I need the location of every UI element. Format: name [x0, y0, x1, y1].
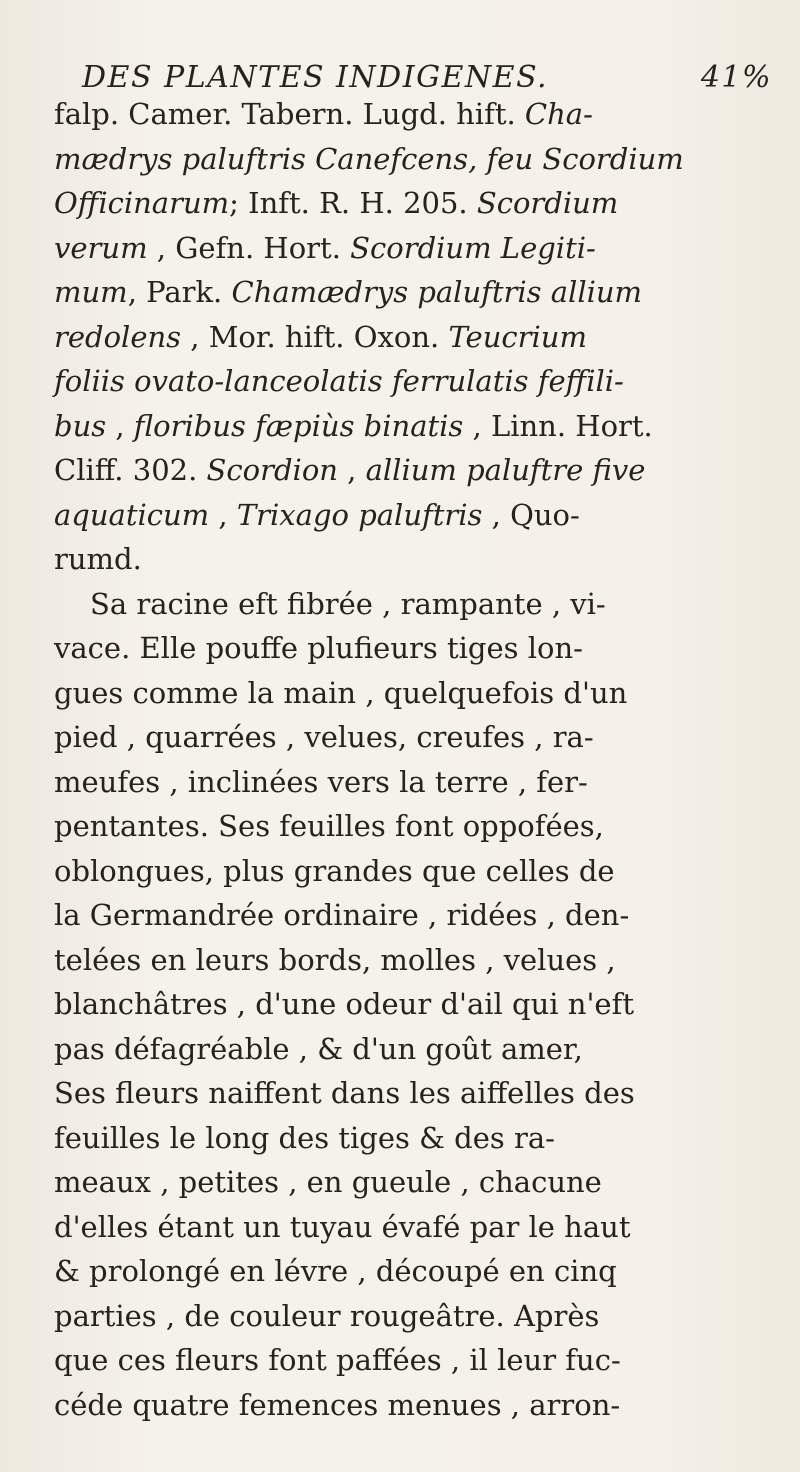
roman-text: blanchâtres , d'une odeur d'ail qui n'eft	[54, 987, 634, 1021]
roman-text: rumd.	[54, 542, 142, 576]
text-line	[54, 181, 754, 226]
italic-text: Officinarum	[54, 186, 230, 220]
italic-text: redolens	[54, 319, 182, 354]
roman-text: feuilles le long des tiges & des ra-	[54, 1120, 555, 1155]
italic-text: Trixago paluftris	[236, 497, 483, 532]
roman-text: céde quatre femences menues , arron-	[54, 1387, 621, 1422]
text-line	[54, 715, 754, 760]
roman-text: ,	[337, 453, 366, 487]
text-line	[54, 537, 754, 582]
text-line	[54, 493, 754, 538]
text-line	[54, 1383, 754, 1428]
text-line	[54, 1294, 754, 1339]
roman-text: falp. Camer. Tabern. Lugd. hift.	[54, 97, 525, 131]
roman-text: la Germandrée ordinaire , ridées , den-	[54, 898, 630, 932]
italic-text: foliis ovato-lanceolatis ferrulatis feffili-	[54, 364, 624, 398]
roman-text: , Park.	[127, 275, 232, 309]
text-line	[54, 359, 754, 404]
italic-text: Scordium	[476, 186, 619, 220]
italic-text: mædrys paluftris Canefcens, feu Scordium	[54, 141, 684, 176]
text-line	[54, 448, 754, 493]
running-title: DES PLANTES INDIGENES.	[82, 60, 549, 95]
roman-text: Cliff. 302.	[54, 453, 207, 487]
italic-text: Cha-	[524, 97, 593, 131]
roman-text: d'elles étant un tuyau évafé par le haut	[54, 1209, 631, 1244]
italic-text: Scordium Legiti-	[350, 230, 596, 265]
text-line	[54, 1205, 754, 1250]
text-line	[54, 92, 754, 137]
text-line	[54, 582, 754, 627]
roman-text: Ses fleurs naiffent dans les aiffelles des	[54, 1076, 635, 1110]
italic-text: Teucrium	[448, 319, 587, 354]
text-line	[54, 804, 754, 849]
roman-text: gues comme la main , quelquefois d'un	[54, 675, 628, 710]
text-line	[54, 1071, 754, 1116]
text-line	[54, 1338, 754, 1383]
text-line	[54, 404, 754, 449]
roman-text: parties , de couleur rougeâtre. Après	[54, 1298, 600, 1333]
italic-text: bus	[54, 408, 107, 443]
text-line	[54, 893, 754, 938]
roman-text: pas défagréable , & d'un goût amer,	[54, 1031, 583, 1066]
text-line	[54, 671, 754, 716]
text-line	[54, 760, 754, 805]
text-line	[54, 137, 754, 182]
roman-text: que ces fleurs font paffées , il leur fuc-	[54, 1343, 621, 1377]
roman-text: oblongues, plus grandes que celles de	[54, 853, 615, 888]
roman-text: & prolongé en lévre , découpé en cinq	[54, 1254, 617, 1288]
italic-text: Chamædrys paluftris allium	[231, 275, 643, 309]
italic-text: Scordion	[206, 453, 338, 487]
text-line	[54, 982, 754, 1027]
roman-text: ,	[209, 497, 237, 532]
italic-text: mum	[54, 275, 128, 309]
body-text	[54, 92, 754, 1427]
text-line	[54, 226, 754, 271]
italic-text: verum	[54, 230, 148, 265]
roman-text: , Linn. Hort.	[463, 408, 653, 443]
text-line	[54, 849, 754, 894]
roman-text: meaux , petites , en gueule , chacune	[54, 1165, 602, 1199]
text-line	[54, 1027, 754, 1072]
roman-text: , Mor. hift. Oxon.	[181, 319, 449, 354]
roman-text: ; Inft. R. H. 205.	[229, 186, 477, 220]
text-line	[54, 1160, 754, 1205]
roman-text: telées en leurs bords, molles , velues ,	[54, 942, 616, 977]
roman-text: , Gefn. Hort.	[147, 230, 351, 265]
roman-text: , Quo-	[482, 497, 580, 532]
italic-text: floribus fæpiùs binatis	[133, 408, 464, 443]
roman-text: pied , quarrées , velues, creufes , ra-	[54, 720, 594, 754]
italic-text: aquaticum	[54, 497, 210, 532]
text-line	[54, 1116, 754, 1161]
page-number: 41%	[700, 60, 772, 95]
roman-text: pentantes. Ses feuilles font oppofées,	[54, 809, 604, 843]
text-line	[54, 938, 754, 983]
roman-text: meufes , inclinées vers la terre , fer-	[54, 764, 588, 799]
roman-text: ,	[106, 408, 134, 443]
text-line	[54, 626, 754, 671]
text-line	[54, 315, 754, 360]
italic-text: allium paluftre five	[365, 453, 646, 487]
text-line	[54, 1249, 754, 1294]
roman-text: vace. Elle pouffe plufieurs tiges lon-	[54, 631, 583, 665]
roman-text: Sa racine eft fibrée , rampante , vi-	[90, 586, 606, 621]
text-line	[54, 270, 754, 315]
